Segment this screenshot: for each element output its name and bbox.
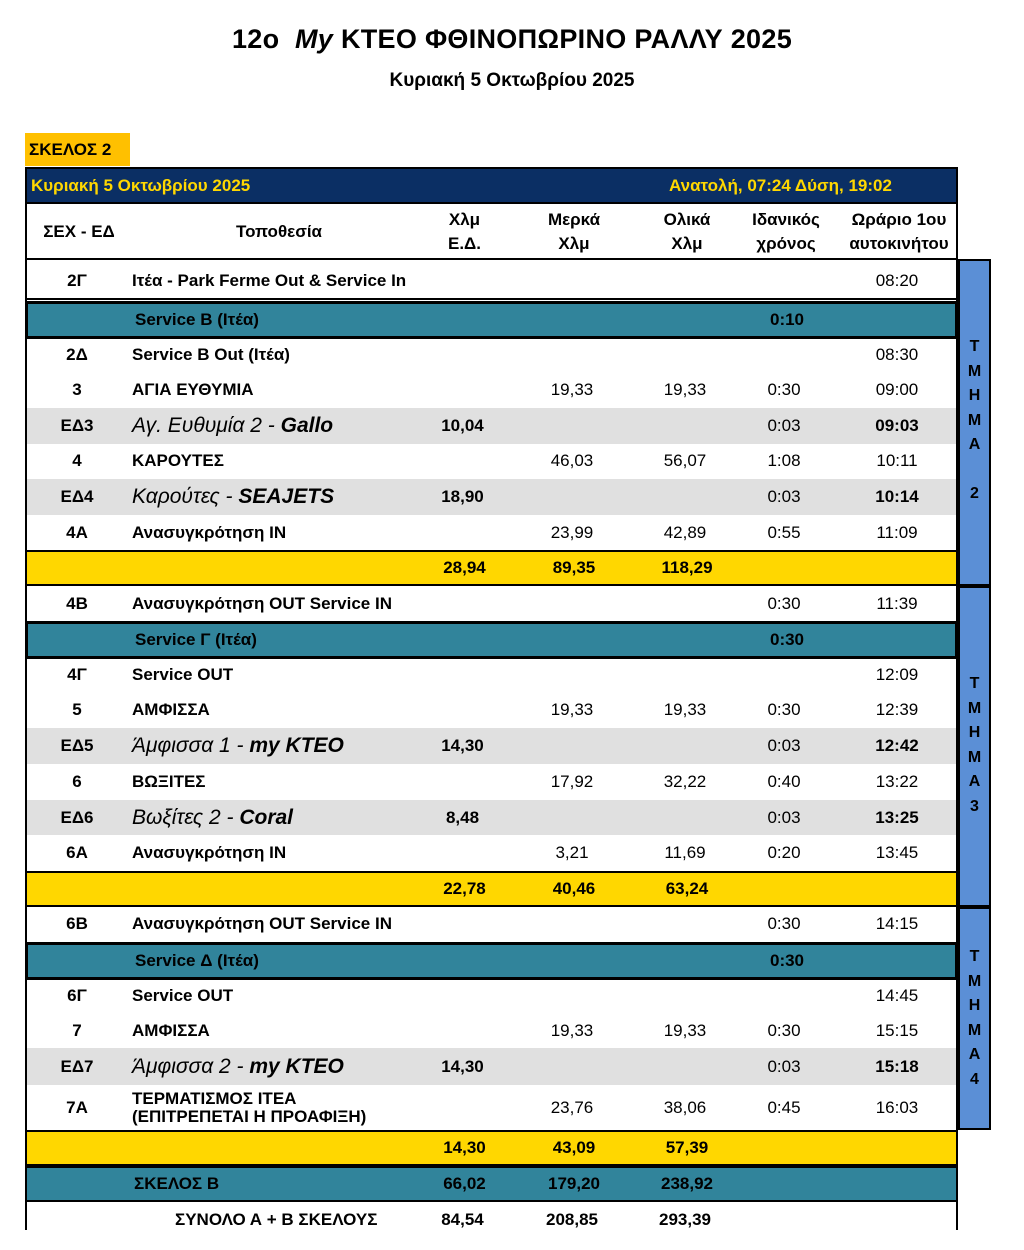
table-header <box>25 204 958 260</box>
special-stage-row <box>25 479 958 515</box>
tc-total-km: 38,06 <box>663 1098 707 1117</box>
tc-ideal-time: 0:45 <box>767 1098 801 1117</box>
grand-total-label: ΣΥΝΟΛΟ Α + Β ΣΚΕΛΟΥΣ <box>175 1210 378 1229</box>
section-letter: Μ <box>967 362 982 380</box>
tc-schedule-time: 13:22 <box>875 772 919 791</box>
leg-badge: ΣΚΕΛΟΣ 2 <box>25 133 130 166</box>
section-letter: Η <box>968 387 981 404</box>
subtotal-total-km: 57,39 <box>665 1138 709 1157</box>
tc-location: Service OUT <box>132 986 234 1005</box>
time-control-row <box>25 764 958 800</box>
time-control-row <box>25 515 958 550</box>
tc-total-km: 11,69 <box>664 843 706 862</box>
subtotal-ss-km: 28,94 <box>443 558 486 577</box>
stage-title <box>132 800 293 836</box>
stage-ss-km: 18,90 <box>441 487 484 506</box>
tc-schedule-time: 08:30 <box>875 345 919 364</box>
section-letter: Η <box>968 724 981 741</box>
section-letter: Τ <box>969 675 980 692</box>
stage-code: ΕΔ5 <box>60 736 94 755</box>
time-control-row <box>25 978 958 1013</box>
section-letter: Μ <box>967 748 982 766</box>
tc-total-km: 42,89 <box>663 523 707 542</box>
tc-code: 5 <box>72 700 82 719</box>
leg-total-ss-km: 66,02 <box>443 1174 486 1193</box>
service-duration: 0:10 <box>769 310 805 329</box>
tc-location: ΑΓΙΑ ΕΥΘΥΜΙΑ <box>132 380 254 399</box>
tc-code: 3 <box>72 380 82 399</box>
stage-sponsor: Gallo <box>280 414 334 437</box>
tc-schedule-time: 11:09 <box>876 523 918 542</box>
special-stage-row <box>25 408 958 444</box>
tc-ideal-time: 0:30 <box>767 914 801 933</box>
tc-schedule-time: 08:20 <box>875 271 919 290</box>
section-subtotal-row <box>25 1130 958 1166</box>
section-letter: Α <box>968 436 981 453</box>
section-letter: Μ <box>967 699 982 717</box>
stage-title <box>132 408 333 445</box>
subtotal-total-km: 63,24 <box>665 879 709 898</box>
stage-ideal-time: 0:03 <box>767 487 801 506</box>
tc-total-km: 19,33 <box>663 1021 707 1040</box>
leg-total-label: ΣΚΕΛΟΣ Β <box>134 1174 220 1193</box>
section-letter: Τ <box>969 338 980 355</box>
time-control-row <box>25 1085 958 1130</box>
service-row <box>25 942 958 980</box>
time-control-row <box>25 657 958 692</box>
stage-schedule-time: 12:42 <box>875 736 919 755</box>
section-label-3 <box>958 586 991 907</box>
tc-liaison-km: 19,33 <box>550 700 594 719</box>
stage-name: Αγ. Ευθυμία 2 - <box>132 414 281 437</box>
tc-schedule-time: 12:39 <box>875 700 919 719</box>
tc-location-line1: ΤΕΡΜΑΤΙΣΜΟΣ ΙΤΕΑ <box>132 1089 297 1108</box>
service-label: Service Δ (Ιτέα) <box>135 951 259 970</box>
stage-name: Άμφισσα 1 - <box>132 734 250 757</box>
tc-location: Ιτέα - Park Ferme Out & Service In <box>132 271 407 290</box>
stage-name: Καρούτες - <box>132 485 239 508</box>
section-letter: Α <box>968 773 981 790</box>
section-letter: Α <box>968 1046 981 1063</box>
tc-schedule-time: 16:03 <box>875 1098 919 1117</box>
stage-ss-km: 10,04 <box>441 416 484 435</box>
time-control-row <box>25 586 958 621</box>
stage-schedule-time: 15:18 <box>875 1057 919 1076</box>
tc-liaison-km: 3,21 <box>555 843 589 862</box>
tc-ideal-time: 0:55 <box>767 523 801 542</box>
col-ideal-time-header: Ιδανικός χρόνος <box>752 210 820 253</box>
tc-location: Ανασυγκρότηση OUT Service IN <box>132 914 392 933</box>
section-letter: Μ <box>967 411 982 429</box>
section-label-2 <box>958 259 991 586</box>
tc-location: ΑΜΦΙΣΣΑ <box>132 700 210 719</box>
tc-location: ΑΜΦΙΣΣΑ <box>132 1021 210 1040</box>
section-label-4 <box>958 907 991 1130</box>
tc-location <box>132 1090 366 1126</box>
col-total-km-header: Ολικά Χλμ <box>663 210 711 253</box>
subtotal-total-km: 118,29 <box>661 558 713 577</box>
section-letter: 4 <box>970 1070 979 1088</box>
special-stage-row <box>25 1048 958 1085</box>
tc-liaison-km: 17,92 <box>550 772 594 791</box>
title-prefix: 12o <box>231 24 280 54</box>
tc-total-km: 19,33 <box>663 700 707 719</box>
stage-sponsor: my ΚΤΕΟ <box>249 734 344 757</box>
tc-location: Ανασυγκρότηση IN <box>132 523 287 542</box>
subtotal-liaison-km: 89,35 <box>552 558 596 577</box>
tc-ideal-time: 0:30 <box>767 1021 801 1040</box>
stage-code: ΕΔ4 <box>60 487 94 506</box>
stage-ideal-time: 0:03 <box>767 416 801 435</box>
section-letter <box>960 458 989 483</box>
subtotal-liaison-km: 43,09 <box>552 1138 596 1157</box>
stage-schedule-time: 10:14 <box>875 487 919 506</box>
stage-ideal-time: 0:03 <box>767 1057 801 1076</box>
stage-schedule-time: 13:25 <box>875 808 919 827</box>
tc-location: Service B Out (Ιτέα) <box>132 345 290 364</box>
grand-total-row <box>25 1208 958 1232</box>
tc-code: 2Γ <box>67 271 87 290</box>
tc-location: Service OUT <box>132 665 234 684</box>
stage-name: Άμφισσα 2 - <box>132 1055 250 1078</box>
tc-schedule-time: 13:45 <box>875 843 919 862</box>
leg-total-km: 238,92 <box>661 1174 713 1193</box>
section-letter: Μ <box>967 1021 982 1039</box>
tc-code: 4 <box>72 451 82 470</box>
section-letter: Η <box>968 997 981 1014</box>
stage-ss-km: 14,30 <box>441 736 484 755</box>
section-subtotal-row <box>25 871 958 907</box>
grand-total-km: 293,39 <box>659 1210 711 1229</box>
stage-code: ΕΔ3 <box>60 416 94 435</box>
time-control-row <box>25 1013 958 1048</box>
tc-total-km: 56,07 <box>663 451 707 470</box>
tc-liaison-km: 23,99 <box>550 523 594 542</box>
tc-ideal-time: 1:08 <box>767 451 801 470</box>
tc-schedule-time: 11:39 <box>876 594 918 613</box>
tc-code: 4Β <box>66 594 88 613</box>
tc-location-line2: (ΕΠΙΤΡΕΠΕΤΑΙ Η ΠΡΟΑΦΙΞΗ) <box>132 1107 367 1126</box>
stage-title <box>132 1048 344 1086</box>
col-liaison-km-header: Μερκά Χλμ <box>547 210 601 253</box>
tc-location: ΚΑΡΟΥΤΕΣ <box>132 451 224 470</box>
stage-sponsor: my ΚΤΕΟ <box>249 1055 344 1078</box>
tc-code: 7 <box>72 1021 82 1040</box>
stage-title <box>132 479 334 516</box>
section-letter: 3 <box>970 797 979 815</box>
date-bar-date: Κυριακή 5 Οκτωβρίου 2025 <box>31 176 251 195</box>
time-control-row <box>25 372 958 408</box>
stage-code: ΕΔ7 <box>60 1057 94 1076</box>
stage-sponsor: Coral <box>239 806 294 829</box>
tc-code: 2Δ <box>66 345 88 364</box>
tc-location: ΒΩΞΙΤΕΣ <box>132 772 206 791</box>
stage-ideal-time: 0:03 <box>767 736 801 755</box>
col-code-header: ΣΕΧ - ΕΔ <box>43 222 115 241</box>
time-control-row <box>25 443 958 479</box>
tc-liaison-km: 46,03 <box>550 451 594 470</box>
grand-total-ss-km: 84,54 <box>441 1210 484 1229</box>
time-control-row <box>25 692 958 728</box>
tc-ideal-time: 0:30 <box>767 380 801 399</box>
tc-schedule-time: 09:00 <box>875 380 919 399</box>
date-bar-sun-times: Ανατολή, 07:24 Δύση, 19:02 <box>669 176 892 195</box>
tc-ideal-time: 0:30 <box>767 700 801 719</box>
stage-ss-km: 8,48 <box>445 808 480 827</box>
tc-location: Ανασυγκρότηση IN <box>132 843 287 862</box>
time-control-row <box>25 262 958 300</box>
tc-schedule-time: 14:45 <box>875 986 919 1005</box>
title-my: My <box>295 24 334 54</box>
tc-code: 6Γ <box>67 986 87 1005</box>
tc-code: 6Β <box>66 914 88 933</box>
stage-ss-km: 14,30 <box>441 1057 484 1076</box>
service-label: Service Γ (Ιτέα) <box>135 630 257 649</box>
time-control-row <box>25 835 958 871</box>
tc-schedule-time: 10:11 <box>876 451 918 470</box>
tc-liaison-km: 19,33 <box>550 380 594 399</box>
section-letter: Τ <box>969 948 980 965</box>
special-stage-row <box>25 728 958 764</box>
stage-name: Βωξίτες 2 - <box>132 806 240 829</box>
page-title <box>0 24 1024 55</box>
time-control-row <box>25 338 958 372</box>
tc-total-km: 19,33 <box>663 380 707 399</box>
stage-title <box>132 728 344 765</box>
tc-ideal-time: 0:30 <box>767 594 801 613</box>
subtotal-ss-km: 14,30 <box>443 1138 486 1157</box>
tc-schedule-time: 15:15 <box>875 1021 919 1040</box>
tc-code: 4Α <box>66 523 88 542</box>
section-letter: 2 <box>970 485 979 502</box>
date-bar <box>25 167 958 204</box>
tc-code: 6Α <box>66 843 88 862</box>
subtotal-liaison-km: 40,46 <box>552 879 596 898</box>
grand-total-liaison-km: 208,85 <box>546 1210 598 1229</box>
section-subtotal-row <box>25 550 958 586</box>
tc-code: 6 <box>72 772 82 791</box>
service-duration: 0:30 <box>769 951 805 970</box>
tc-location: Ανασυγκρότηση OUT Service IN <box>132 594 392 613</box>
tc-schedule-time: 14:15 <box>875 914 919 933</box>
section-letter: Μ <box>967 972 982 990</box>
tc-ideal-time: 0:40 <box>767 772 801 791</box>
page-subtitle: Κυριακή 5 Οκτωβρίου 2025 <box>389 70 635 91</box>
stage-sponsor: SEAJETS <box>238 485 335 508</box>
service-label: Service B (Ιτέα) <box>135 310 259 329</box>
leg-total-row <box>25 1166 958 1202</box>
service-row <box>25 621 958 659</box>
special-stage-row <box>25 800 958 835</box>
tc-code: 7Α <box>66 1098 88 1117</box>
tc-liaison-km: 19,33 <box>550 1021 594 1040</box>
col-location-header: Τοποθεσία <box>235 222 323 241</box>
subtotal-ss-km: 22,78 <box>443 879 486 898</box>
stage-ideal-time: 0:03 <box>767 808 801 827</box>
time-control-row <box>25 906 958 941</box>
stage-code: ΕΔ6 <box>60 808 94 827</box>
tc-code: 4Γ <box>67 665 87 684</box>
tc-ideal-time: 0:20 <box>767 843 801 862</box>
col-schedule-header: Ωράριο 1ου αυτοκινήτου <box>849 210 949 253</box>
title-rest: ΚΤΕΟ ΦΘΙΝΟΠΩΡΙΝΟ ΡΑΛΛΥ 2025 <box>340 24 793 54</box>
service-row <box>25 301 958 339</box>
col-ss-km-header: Χλμ Ε.Δ. <box>447 210 481 253</box>
tc-total-km: 32,22 <box>663 772 707 791</box>
tc-liaison-km: 23,76 <box>550 1098 594 1117</box>
leg-total-liaison-km: 179,20 <box>548 1174 600 1193</box>
stage-schedule-time: 09:03 <box>875 416 919 435</box>
service-duration: 0:30 <box>769 630 805 649</box>
tc-schedule-time: 12:09 <box>875 665 919 684</box>
